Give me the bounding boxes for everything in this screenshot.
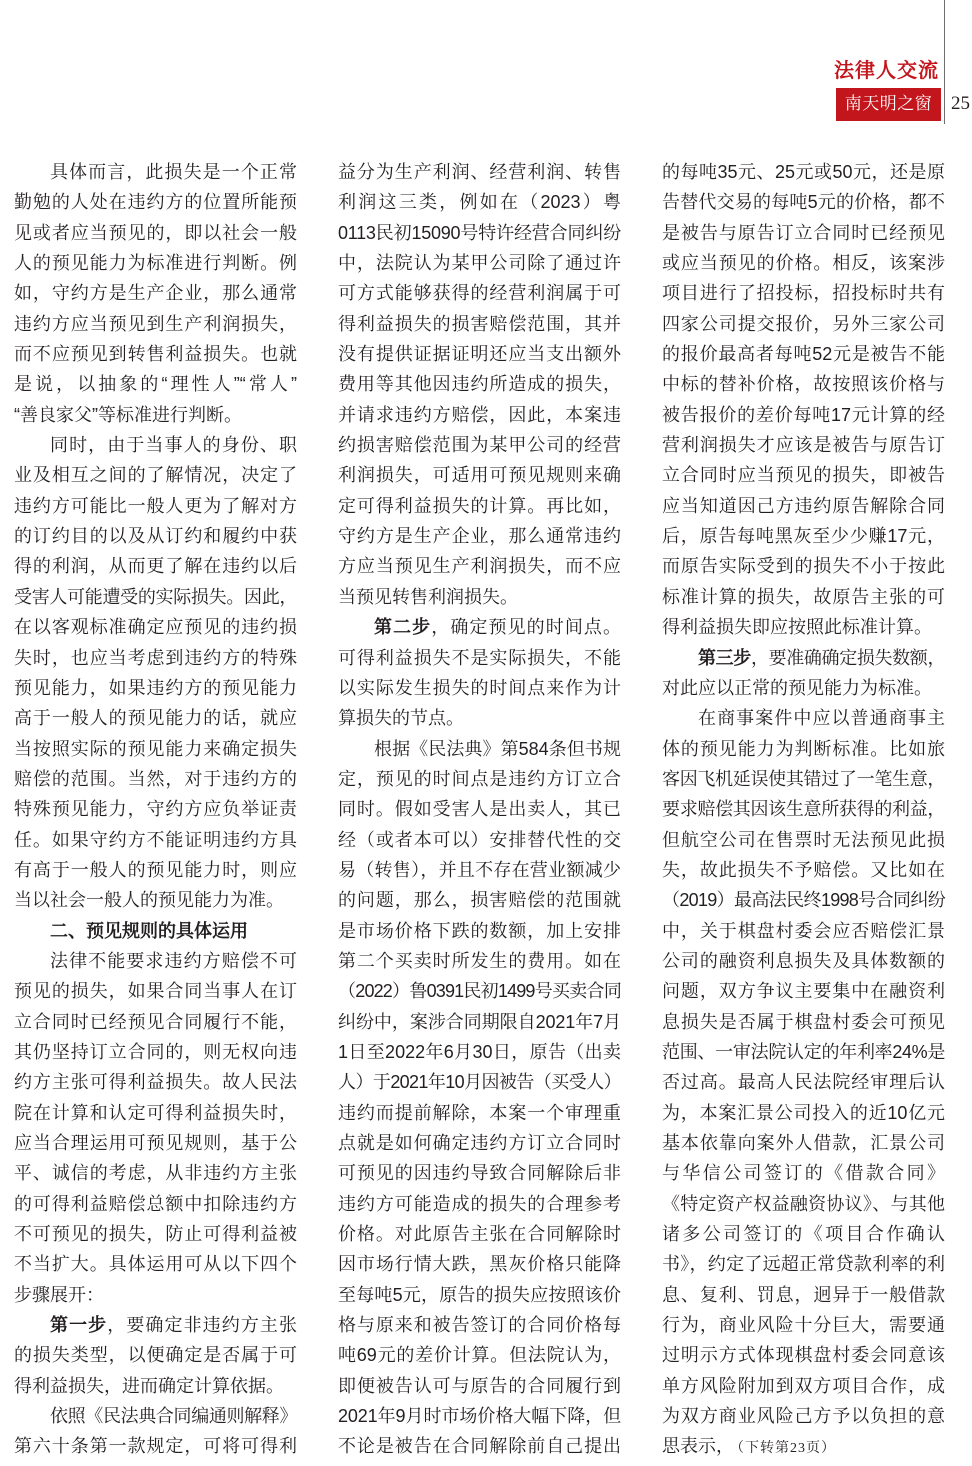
text-line: 因市场行情大跌，黑灰价格只能降 xyxy=(338,1254,621,1275)
paragraph xyxy=(338,157,621,612)
text-line: 过明示方式体现棋盘村委会同意该 xyxy=(662,1345,945,1366)
section-heading xyxy=(14,916,297,946)
text-line: 如，守约方是生产企业，那么通常 xyxy=(14,283,297,304)
paragraph xyxy=(662,157,945,643)
text-line: 违约方可能造成的损失的合理参考 xyxy=(338,1193,621,1214)
text-line: 当以社会一般人的预见能力为准。 xyxy=(14,890,284,911)
text-line: 法律不能要求违约方赔偿不可 xyxy=(50,950,297,971)
text-line: 得的利润，从而更了解在违约以后 xyxy=(14,556,297,577)
text-line: 第二步，确定预见的时间点。 xyxy=(374,617,621,638)
text-line: 营利润损失才应该是被告与原告订 xyxy=(662,435,945,456)
paragraph xyxy=(14,157,297,430)
text-line: 约方主张可得利益损失。故人民法 xyxy=(14,1072,297,1093)
text-line: 公司的融资利息损失及具体数额的 xyxy=(662,950,945,971)
text-line: 中标的替补价格，故按照该价格与 xyxy=(662,374,945,395)
text-line: 有高于一般人的预见能力时，则应 xyxy=(14,859,297,880)
text-line: 要求赔偿其因该生意所获得的利益， xyxy=(662,799,945,820)
text-line: 但航空公司在售票时无法预见此损 xyxy=(662,829,945,850)
text-line: 没有提供证据证明还应当支出额外 xyxy=(338,344,621,365)
paragraph xyxy=(14,946,297,1310)
text-line: 是市场价格下跌的数额，加上安排 xyxy=(338,920,621,941)
text-line: 守约方是生产企业，那么通常违约 xyxy=(338,526,621,547)
text-line: 违约而提前解除，本案一个审理重 xyxy=(338,1102,621,1123)
text-line: 1日至2022年6月30日，原告（出卖 xyxy=(338,1041,621,1062)
text-column-2 xyxy=(338,157,621,1462)
text-line: 应当合理运用可预见规则，基于公 xyxy=(14,1133,297,1153)
text-line: 费用等其他因违约所造成的损失， xyxy=(338,374,621,395)
text-line: （2022）鲁0391民初1499号买卖合同 xyxy=(338,981,621,1002)
column-label: 南天明之窗 xyxy=(836,88,941,121)
text-line: 2021年9月时市场价格大幅下降，但 xyxy=(338,1406,621,1427)
continued-note: （下转第23页） xyxy=(737,1441,836,1457)
text-line: 息、复利、罚息，迥异于一般借款 xyxy=(662,1284,945,1305)
text-line: 受害人可能遭受的实际损失。因此， xyxy=(14,586,297,607)
text-line: 得利益损失即应按照此标准计算。 xyxy=(662,617,932,638)
header-divider xyxy=(944,0,945,124)
text-line: 算损失的节点。 xyxy=(338,708,464,729)
text-line: 人的预见能力为标准进行判断。例 xyxy=(14,253,297,274)
text-line: 格与原来和被告签订的合同价格每 xyxy=(338,1315,621,1336)
text-line: 特殊预见能力，守约方应负举证责 xyxy=(14,799,297,820)
text-line: 预见能力，如果违约方的预见能力 xyxy=(14,677,297,698)
paragraph xyxy=(14,1401,297,1462)
text-line: 基本依靠向案外人借款，汇景公司 xyxy=(662,1133,945,1153)
text-line: 是说，以抽象的“理性人”“常人” xyxy=(14,374,297,395)
paragraph xyxy=(338,734,621,1462)
text-line: 体的预见能力为判断标准。比如旅 xyxy=(662,738,945,759)
text-line: 中，关于棋盘村委会应否赔偿汇景 xyxy=(662,920,945,941)
paragraph xyxy=(14,1310,297,1401)
paragraph xyxy=(662,703,945,1462)
text-line: 为，本案汇景公司投入的近10亿元 xyxy=(662,1102,945,1123)
text-line: 单方风险附加到双方项目合作，成 xyxy=(662,1375,945,1396)
text-line: 的订约目的以及从订约和履约中获 xyxy=(14,526,297,547)
text-line: 依照《民法典合同编通则解释》 xyxy=(50,1406,297,1427)
text-line: 以实际发生损失的时间点来作为计 xyxy=(338,677,621,698)
text-line: “善良家父”等标准进行判断。 xyxy=(14,404,242,425)
text-line: 纠纷中，案涉合同期限自2021年7月 xyxy=(338,1011,621,1032)
text-line: 第三步，要准确确定损失数额， xyxy=(698,647,945,668)
text-line: 而原告实际受到的损失不小于按此 xyxy=(662,556,945,577)
text-line: 诸多公司签订的《项目合作确认 xyxy=(662,1224,945,1245)
step-label: 第三步 xyxy=(698,647,751,668)
text-line: 应当知道因己方违约原告解除合同 xyxy=(662,495,945,516)
text-line: 见或者应当预见的，即以社会一般 xyxy=(14,222,297,243)
text-line: 不当扩大。具体运用可从以下四个 xyxy=(14,1254,297,1275)
text-column-1 xyxy=(14,157,297,1462)
text-line: 不论是被告在合同解除前自己提出 xyxy=(338,1436,621,1457)
text-line: 客因飞机延误使其错过了一笔生意， xyxy=(662,768,945,789)
step-label: 第二步 xyxy=(374,617,432,638)
text-line: 利润损失，可适用可预见规则来确 xyxy=(338,465,621,486)
text-line: 在以客观标准确定应预见的违约损 xyxy=(14,617,297,638)
text-line: 平、诚信的考虑，从非违约方主张 xyxy=(14,1163,297,1184)
text-line: 立合同时应当预见的损失，即被告 xyxy=(662,465,945,486)
text-line: 中，法院认为某甲公司除了通过许 xyxy=(338,253,621,274)
text-line: 可预见的因违约导致合同解除后非 xyxy=(338,1163,621,1184)
text-line: 点就是如何确定违约方订立合同时 xyxy=(338,1133,621,1153)
text-line: 方应当预见生产利润损失，而不应 xyxy=(338,556,621,577)
text-line: 勤勉的人处在违约方的位置所能预 xyxy=(14,192,297,213)
text-line: 可得利益损失不是实际损失，不能 xyxy=(338,647,621,668)
step-label: 第一步 xyxy=(50,1315,108,1336)
paragraph xyxy=(662,643,945,704)
text-line: 四家公司提交报价，另外三家公司 xyxy=(662,313,945,334)
text-line: 易（转售），并且不存在营业额减少 xyxy=(338,859,621,880)
text-line: 而不应预见到转售利益损失。也就 xyxy=(14,344,297,365)
text-line: 范围、一审法院认定的年利率24%是 xyxy=(662,1041,945,1062)
text-line: 对此应以正常的预见能力为标准。 xyxy=(662,677,932,698)
text-line: 的损失类型，以便确定是否属于可 xyxy=(14,1345,297,1366)
text-line: 步骤展开： xyxy=(14,1284,104,1305)
text-line: 问题，双方争议主要集中在融资利 xyxy=(662,981,945,1002)
text-line: 标准计算的损失，故原告主张的可 xyxy=(662,586,945,607)
text-line: 告替代交易的每吨5元的价格，都不 xyxy=(662,192,945,213)
text-line: 任。如果守约方不能证明违约方具 xyxy=(14,829,297,850)
text-line: 息损失是否属于棋盘村委会可预见 xyxy=(662,1011,945,1032)
text-line: 益分为生产利润、经营利润、转售 xyxy=(338,162,621,182)
paragraph xyxy=(338,612,621,733)
text-line: 第六十条第一款规定，可将可得利 xyxy=(14,1436,297,1457)
text-line: 并请求违约方赔偿，因此，本案违 xyxy=(338,404,621,425)
text-line: 高于一般人的预见能力的话，就应 xyxy=(14,708,297,729)
text-line: 《特定资产权益融资协议》、与其他 xyxy=(662,1193,945,1214)
text-line: 的问题，那么，损害赔偿的范围就 xyxy=(338,890,621,911)
text-line: 第一步，要确定非违约方主张 xyxy=(50,1315,297,1336)
text-line: 否过高。最高人民法院经审理后认 xyxy=(662,1072,945,1093)
text-line: 人）于2021年10月因被告（买受人） xyxy=(338,1072,621,1093)
text-line: 院在计算和认定可得利益损失时， xyxy=(14,1102,297,1123)
text-line: 思表示， （下转第23页） xyxy=(662,1436,836,1457)
text-line: 即便被告认可与原告的合同履行到 xyxy=(338,1375,621,1396)
text-line: 0113民初15090号特许经营合同纠纷 xyxy=(338,222,621,243)
text-line: 是被告与原告订立合同时已经预见 xyxy=(662,222,945,243)
text-line: 利润这三类，例如在（2023）粤 xyxy=(338,192,621,213)
text-line: 不可预见的损失，防止可得利益被 xyxy=(14,1224,297,1245)
text-line: 第二个买卖时所发生的费用。如在 xyxy=(338,950,621,971)
text-line: 同时。假如受害人是出卖人，其已 xyxy=(338,799,621,820)
text-line: 吨69元的差价计算。但法院认为， xyxy=(338,1345,621,1366)
text-line: 约损害赔偿范围为某甲公司的经营 xyxy=(338,435,621,456)
text-line: 违约方可能比一般人更为了解对方 xyxy=(14,495,297,516)
paragraph xyxy=(14,430,297,916)
text-line: 当按照实际的预见能力来确定损失 xyxy=(14,738,297,759)
text-line: 违约方应当预见到生产利润损失， xyxy=(14,313,297,334)
text-line: 失时，也应当考虑到违约方的特殊 xyxy=(14,647,297,668)
text-line: 得利益损失，进而确定计算依据。 xyxy=(14,1375,284,1396)
section-title: 法律人交流 xyxy=(834,58,939,82)
text-line: 价格。对此原告主张在合同解除时 xyxy=(338,1224,621,1245)
page-number: 25 xyxy=(951,93,970,114)
text-line: 为双方商业风险己方予以负担的意 xyxy=(662,1406,945,1427)
text-line: 的可得利益赔偿总额中扣除违约方 xyxy=(14,1193,297,1214)
text-line: 的报价最高者每吨52元是被告不能 xyxy=(662,344,945,365)
text-line: 赔偿的范围。当然，对于违约方的 xyxy=(14,768,297,789)
text-line: 立合同时已经预见合同履行不能， xyxy=(14,1011,297,1032)
text-line: 至每吨5元，原告的损失应按照该价 xyxy=(338,1284,621,1305)
text-line: 后，原告每吨黑灰至少少赚17元， xyxy=(662,526,945,547)
text-line: 根据《民法典》第584条但书规 xyxy=(374,738,621,759)
text-line: （2019）最高法民终1998号合同纠纷 xyxy=(662,890,945,911)
text-line: 具体而言，此损失是一个正常 xyxy=(50,162,297,182)
text-line: 二、预见规则的具体运用 xyxy=(50,920,248,941)
text-line: 同时，由于当事人的身份、职 xyxy=(50,435,297,456)
text-line: 得利益损失的损害赔偿范围，其并 xyxy=(338,313,621,334)
text-column-3 xyxy=(662,157,945,1462)
text-line: 预见的损失，如果合同当事人在订 xyxy=(14,981,297,1002)
text-line: 与华信公司签订的《借款合同》 xyxy=(662,1163,945,1184)
text-line: 被告报价的差价每吨17元计算的经 xyxy=(662,404,945,425)
text-line: 书》，约定了远超正常贷款利率的利 xyxy=(662,1254,945,1275)
text-line: 定，预见的时间点是违约方订立合 xyxy=(338,768,621,789)
text-line: 当预见转售利润损失。 xyxy=(338,586,518,607)
text-line: 在商事案件中应以普通商事主 xyxy=(698,708,945,729)
text-line: 业及相互之间的了解情况，决定了 xyxy=(14,465,297,486)
text-line: 的每吨35元、25元或50元，还是原 xyxy=(662,162,945,182)
text-line: 可方式能够获得的经营利润属于可 xyxy=(338,283,621,304)
text-line: 失，故此损失不予赔偿。又比如在 xyxy=(662,859,945,880)
text-line: 其仍坚持订立合同的，则无权向违 xyxy=(14,1041,297,1062)
text-line: 经（或者本可以）安排替代性的交 xyxy=(338,829,621,850)
text-line: 或应当预见的价格。相反，该案涉 xyxy=(662,253,945,274)
text-line: 项目进行了招投标，招投标时共有 xyxy=(662,283,945,304)
text-line: 定可得利益损失的计算。再比如， xyxy=(338,495,621,516)
text-line: 行为，商业风险十分巨大，需要通 xyxy=(662,1315,945,1336)
